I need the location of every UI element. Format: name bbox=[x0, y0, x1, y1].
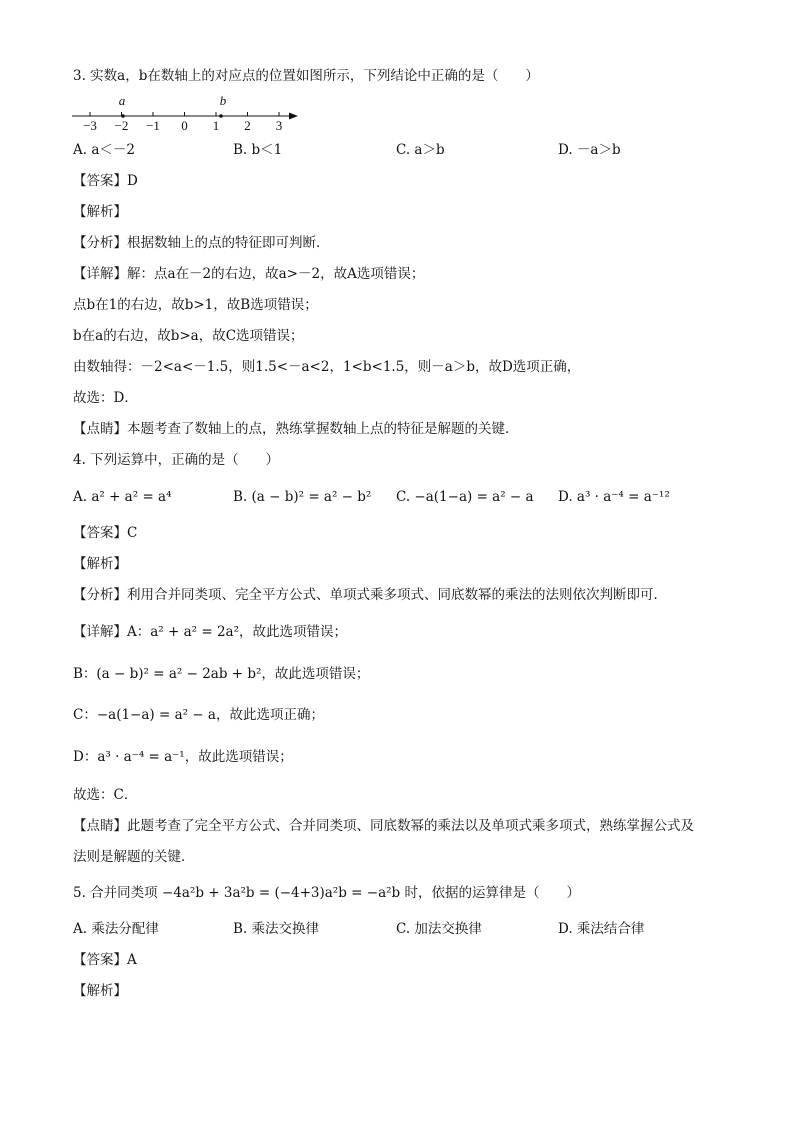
q4-option-b: B. (a − b)² = a² − b² bbox=[233, 489, 372, 505]
number-line-svg bbox=[70, 92, 305, 132]
q4-fenxi: 【分析】利用合并同类项、完全平方公式、单项式乘多项式、同底数幂的乘法的法则依次判断即可． bbox=[73, 587, 667, 603]
q3-detail-line: b在a的右边，故b>a，故C选项错误； bbox=[73, 328, 304, 344]
point-a-label: a bbox=[118, 93, 126, 108]
q3-option-d: D. －a＞b bbox=[558, 142, 621, 158]
q5-option-b: B. 乘法交换律 bbox=[233, 921, 320, 937]
q3-jiexi: 【解析】 bbox=[73, 204, 127, 220]
number-line-tick-label: −2 bbox=[114, 118, 129, 133]
number-line-tick-label: −1 bbox=[146, 118, 160, 133]
q4-option-c: C. −a(1−a) = a² − a bbox=[396, 489, 534, 505]
q3-detail-line: 【详解】解：点a在－2的右边，故a>－2，故A选项错误； bbox=[73, 266, 425, 282]
q3-detail-line: 故选：D． bbox=[73, 390, 138, 406]
q4-option-d: D. a³ · a⁻⁴ = a⁻¹² bbox=[558, 489, 670, 505]
number-line-figure bbox=[70, 92, 305, 132]
number-line-tick-label: 1 bbox=[212, 118, 220, 133]
q5-option-a: A. 乘法分配律 bbox=[73, 921, 159, 937]
q4-detail-line: C：−a(1−a) = a² − a，故此选项正确； bbox=[73, 707, 324, 723]
q4-dianjing: 法则是解题的关键． bbox=[73, 849, 195, 865]
q3-dianjing: 【点睛】本题考查了数轴上的点，熟练掌握数轴上点的特征是解题的关键． bbox=[73, 421, 519, 437]
number-line-tick-label: 2 bbox=[244, 118, 251, 133]
number-line-ticks bbox=[83, 112, 282, 133]
q3-option-c: C. a＞b bbox=[396, 142, 445, 158]
number-line-arrow bbox=[289, 113, 298, 120]
q4-detail-line: 故选：C． bbox=[73, 787, 138, 803]
q4-dianjing: 【点睛】此题考查了完全平方公式、合并同类项、同底数幂的乘法以及单项式乘多项式，熟练掌握公式及 bbox=[73, 818, 694, 834]
q3-stem: 3. 实数a，b在数轴上的对应点的位置如图所示，下列结论中正确的是（ ） bbox=[73, 68, 539, 84]
q5-answer: 【答案】A bbox=[73, 952, 137, 968]
q4-jiexi: 【解析】 bbox=[73, 556, 127, 572]
point-a-marker bbox=[121, 114, 125, 118]
q3-detail-line: 由数轴得：－2<a<－1.5，则1.5<－a<2，1<b<1.5，则－a＞b，故D选项正确， bbox=[73, 359, 581, 375]
q5-option-d: D. 乘法结合律 bbox=[558, 921, 645, 937]
q4-option-a: A. a² + a² = a⁴ bbox=[73, 489, 172, 505]
q3-option-b: B. b＜1 bbox=[233, 142, 283, 158]
q4-stem: 4. 下列运算中，正确的是（ ） bbox=[73, 452, 280, 468]
q3-fenxi: 【分析】根据数轴上的点的特征即可判断． bbox=[73, 235, 330, 251]
q4-detail-line: 【详解】A：a² + a² = 2a²，故此选项错误； bbox=[73, 624, 348, 640]
q4-answer: 【答案】C bbox=[73, 525, 138, 541]
q3-answer: 【答案】D bbox=[73, 173, 138, 189]
q3-detail-line: 点b在1的右边，故b>1，故B选项错误； bbox=[73, 297, 318, 313]
q4-detail-line: D：a³ · a⁻⁴ = a⁻¹，故此选项错误； bbox=[73, 749, 293, 765]
point-b-label: b bbox=[219, 93, 227, 108]
point-b-marker bbox=[219, 114, 223, 118]
q4-detail-line: B：(a − b)² = a² − 2ab + b²，故此选项错误； bbox=[73, 666, 370, 682]
number-line-tick-label: 0 bbox=[181, 118, 188, 133]
number-line-tick-label: 3 bbox=[275, 118, 283, 133]
q5-option-c: C. 加法交换律 bbox=[396, 921, 482, 937]
q3-option-a: A. a＜－2 bbox=[73, 142, 135, 158]
number-line-tick-label: −3 bbox=[83, 118, 97, 133]
q5-jiexi: 【解析】 bbox=[73, 983, 127, 999]
q5-stem: 5. 合并同类项 −4a²b + 3a²b = (−4+3)a²b = −a²b 时，依据的运算律是（ ） bbox=[73, 885, 580, 901]
